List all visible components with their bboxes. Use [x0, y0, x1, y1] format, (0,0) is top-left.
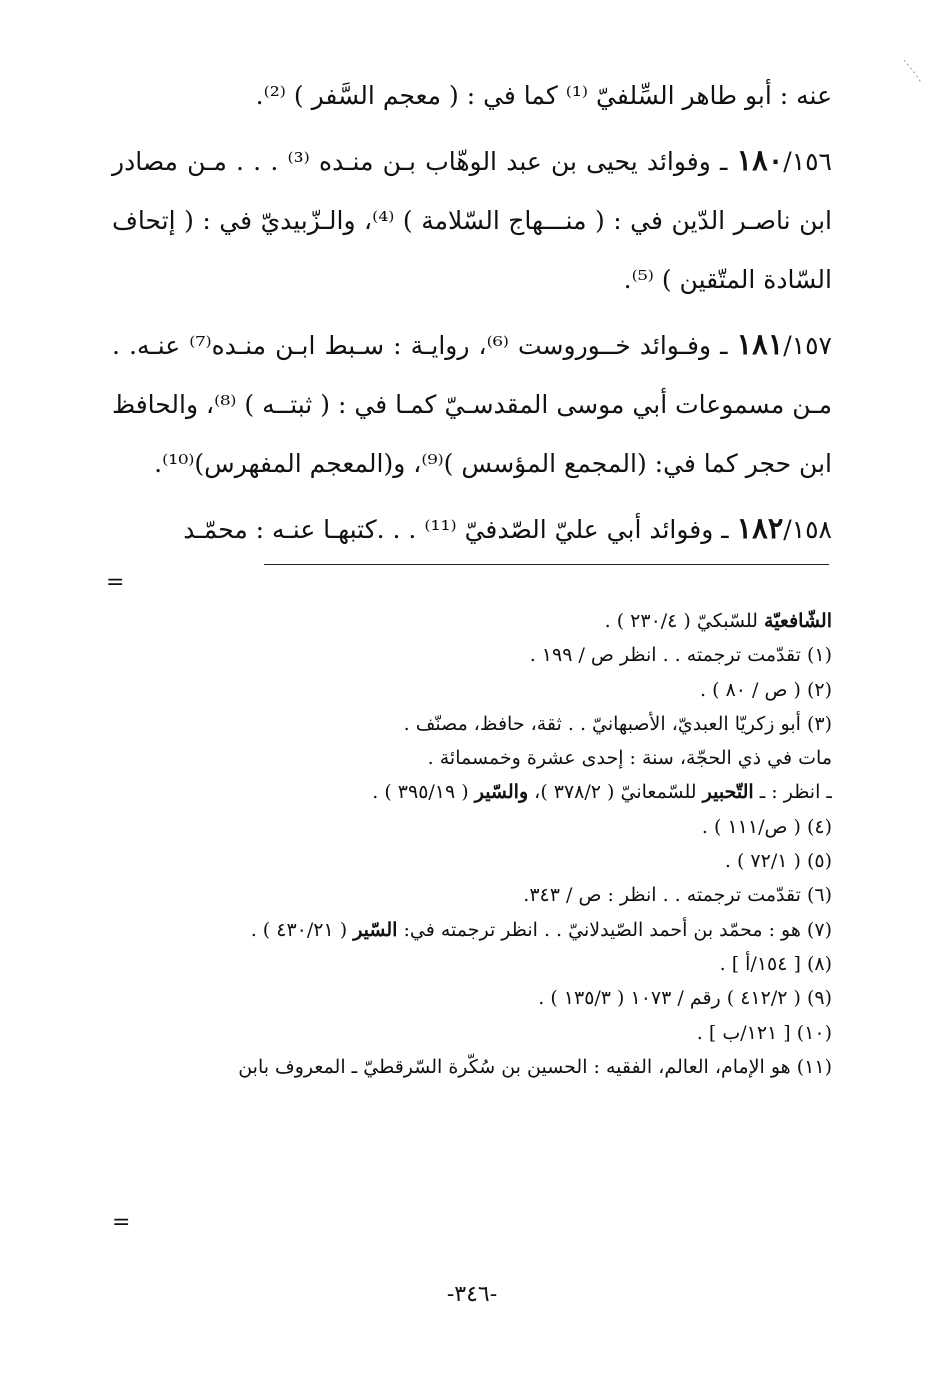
entry-text: /١٥٨ ـ وفوائد أبي عليّ الصّدفيّ ⁽¹¹⁾ . . .كتبهـا عنـه : محمّـد	[183, 515, 832, 544]
page-number: -٣٤٦-	[446, 1282, 498, 1307]
bold-term: الشّافعيّة	[764, 610, 832, 632]
entry-text: /١٥٦ ـ وفوائد يحيى بن عبد الوهّاب بـن منـده ⁽³⁾ . . . مـن مصادر ابن ناصـر الدّين في : ( منـــهاج السّلامة ) ⁽⁴⁾، والـزّبيديّ في : ( إتحاف السّادة المتّقين ) ⁽⁵⁾.	[112, 147, 833, 294]
footnote-11: (١١) هو الإمام، العالم، الفقيه : الحسين بن سُكّرة السّرقطيّ ـ المعروف بابن	[238, 1055, 832, 1078]
entry-number: ١٨٢	[736, 511, 784, 545]
entry-number: ١٨١	[736, 327, 784, 361]
paragraph-continuation: عنه : أبو طاهر السِّلفيّ ⁽¹⁾ كما في : ( معجم السَّفر ) ⁽²⁾.	[255, 81, 832, 110]
corner-scan-mark	[902, 58, 924, 88]
footnote-carryover: الشّافعيّة للسّبكيّ ( ٢٣٠/٤ ) .	[604, 610, 832, 632]
entry-text: /١٥٧ ـ وفـوائد خــوروست ⁽⁶⁾، روايـة : سـبط ابـن منـده⁽⁷⁾ عنـه. . مـن مسموعات أبي موسى المقدسـيّ كمـا في : ( ثبتــه ) ⁽⁸⁾، والحافظ ابن حجر كما في: (المجمع المؤسس )⁽⁹⁾، و(المعجم المفهرس)⁽¹⁰⁾.	[112, 331, 832, 478]
continuation-mark-top: =	[106, 570, 125, 595]
bold-term: التّحبير	[702, 781, 754, 804]
bold-term: السّير	[353, 918, 398, 941]
entry-180	[112, 131, 832, 309]
footnote-3: (٣) أبو زكريّا العبديّ، الأصبهانيّ . . ثقة، حافظ، مصنّف .	[403, 712, 832, 735]
entry-181	[112, 315, 832, 493]
footnote-2: (٢) ( ص / ٨٠ ) .	[700, 678, 832, 701]
footnote-6: (٦) تقدّمت ترجمته . . انظر : ص / ٣٤٣.	[523, 884, 832, 907]
main-text	[112, 66, 832, 559]
footnote-10: (١٠) [ ١٢١/ب ] .	[696, 1021, 832, 1044]
footnote-8: (٨) [ ١٥٤/أ ] .	[719, 952, 832, 975]
footnote-3-line-3: ـ انظر : ـ التّحبير للسّمعانيّ ( ٣٧٨/٢ )، والسّير ( ٣٩٥/١٩ ) .	[372, 781, 832, 804]
bold-term: والسّير	[474, 781, 529, 804]
footnote-3-line-2: مات في ذي الحجّة، سنة : إحدى عشرة وخمسمائة .	[427, 747, 832, 770]
footnote-4: (٤) ( ص/١١١ ) .	[701, 815, 832, 838]
footnote-1: (١) تقدّمت ترجمته . . انظر ص / ١٩٩ .	[529, 644, 832, 667]
entry-182	[112, 499, 832, 559]
footnote-5: (٥) ( ٧٢/١ ) .	[724, 850, 832, 873]
footnotes	[112, 604, 832, 1084]
footnote-9: (٩) ( ٤١٢/٢ ) رقم / ١٠٧٣ ( ١٣٥/٣ ) .	[538, 987, 832, 1010]
continuation-mark-bottom: =	[112, 1210, 131, 1235]
footnote-7: (٧) هو : محمّد بن أحمد الصّيدلانيّ . . انظر ترجمته في: السّير ( ٤٣٠/٢١ ) .	[250, 918, 832, 941]
entry-number: ١٨٠	[736, 143, 784, 177]
footnote-divider	[264, 564, 829, 565]
